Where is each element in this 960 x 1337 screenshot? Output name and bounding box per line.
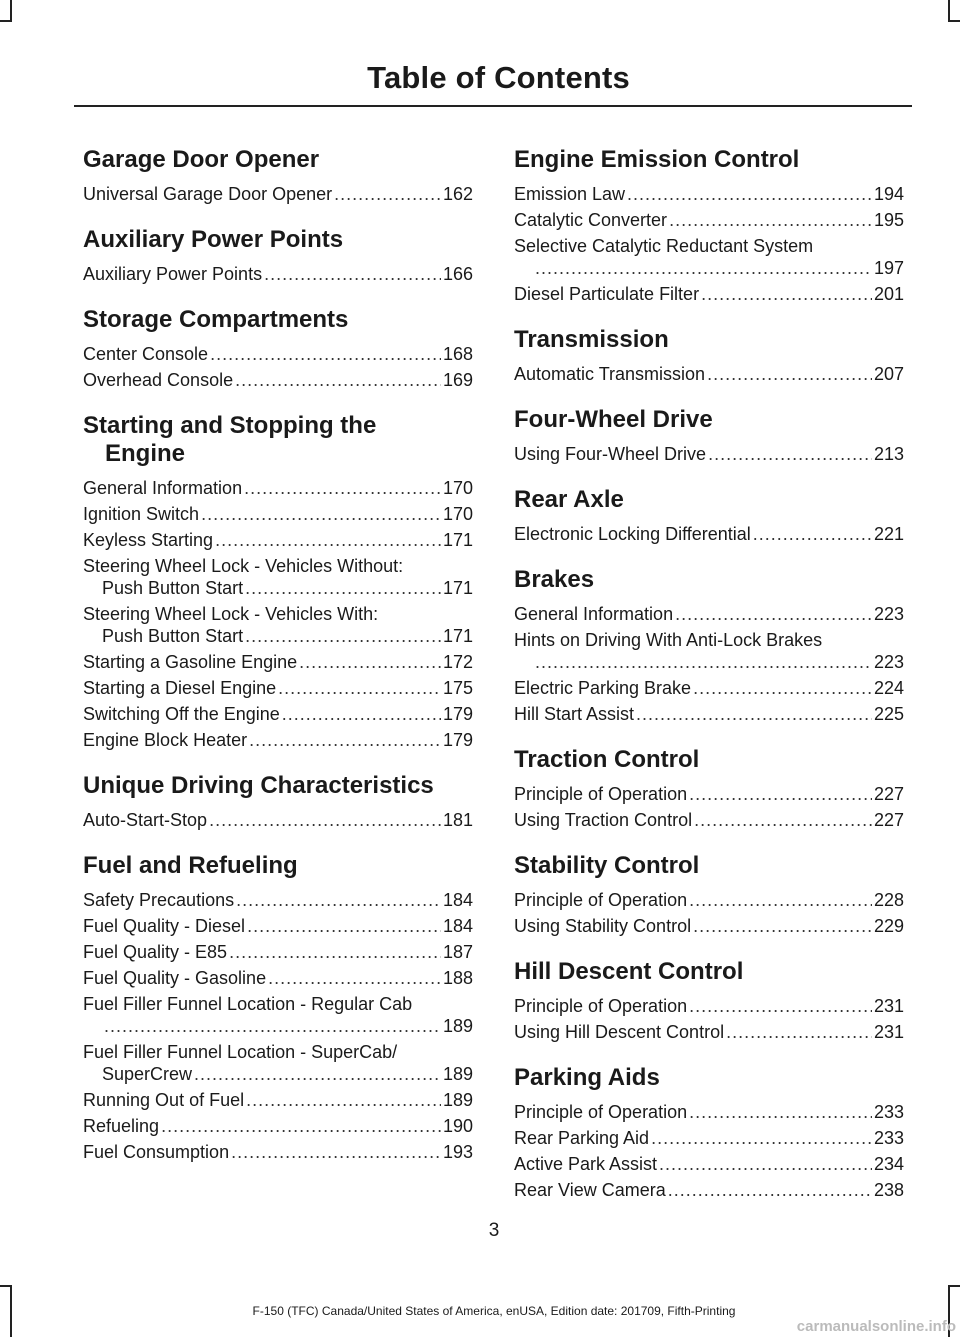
leader-dots <box>231 1141 441 1163</box>
entry-title: Principle of Operation <box>514 1102 688 1122</box>
entry-title: Running Out of Fuel <box>83 1090 245 1110</box>
section-title-text: Engine Emission Control <box>514 146 800 173</box>
leader-dots <box>229 941 441 963</box>
entry-row <box>83 529 473 551</box>
toc-entry[interactable] <box>514 363 904 385</box>
entry-row <box>83 941 473 963</box>
header-rule <box>74 105 912 107</box>
entry-page-number: 170 <box>442 504 473 524</box>
entry-page-number: 175 <box>442 678 473 698</box>
entry-row <box>83 967 473 989</box>
entry-row <box>83 183 473 205</box>
section-gap <box>83 395 473 412</box>
page-number: 3 <box>488 1220 500 1241</box>
entry-row <box>514 363 904 385</box>
toc-entry[interactable] <box>83 183 473 205</box>
section-gap <box>514 941 904 958</box>
crop-mark <box>0 1285 12 1287</box>
entry-title: Principle of Operation <box>514 784 688 804</box>
section-gap <box>83 835 473 852</box>
entry-row <box>83 577 473 599</box>
entry-title: Center Console <box>83 344 209 364</box>
toc-section <box>514 566 904 725</box>
entry-page-number: 172 <box>442 652 473 672</box>
section-title-text: Unique Driving Characteristics <box>83 772 434 799</box>
entry-title-line: Selective Catalytic Reductant System <box>514 236 814 256</box>
leader-dots <box>268 967 441 989</box>
edition-info: F-150 (TFC) Canada/United States of America, enUSA, Edition date: 201709, Fifth-Printing <box>252 1304 736 1318</box>
section-gap <box>514 835 904 852</box>
section-title <box>514 486 904 514</box>
entry-title: Electric Parking Brake <box>514 678 692 698</box>
leader-dots <box>701 283 872 305</box>
entry-title: Using Traction Control <box>514 810 693 830</box>
leader-dots <box>693 677 872 699</box>
entry-page-number: 234 <box>873 1154 904 1174</box>
entry-page-number: 193 <box>442 1142 473 1162</box>
entry-page-number: 169 <box>442 370 473 390</box>
leader-dots <box>694 809 872 831</box>
leader-dots <box>247 915 441 937</box>
entry-page-number: 227 <box>873 810 904 830</box>
entry-title: Ignition Switch <box>83 504 200 524</box>
entry-row <box>83 729 473 751</box>
toc-entry[interactable] <box>83 967 473 989</box>
section-title <box>83 772 473 800</box>
toc-left-column <box>83 146 473 1167</box>
leader-dots <box>246 1089 441 1111</box>
section-gap <box>83 209 473 226</box>
toc-section <box>514 146 904 305</box>
section-gap <box>514 469 904 486</box>
entry-row <box>514 677 904 699</box>
entry-title: General Information <box>514 604 674 624</box>
entry-page-number: 238 <box>873 1180 904 1200</box>
leader-dots <box>104 1015 441 1037</box>
entry-row <box>83 1141 473 1163</box>
entry-title: Keyless Starting <box>83 530 214 550</box>
leader-dots <box>627 183 872 205</box>
leader-dots <box>675 603 872 625</box>
section-title <box>83 226 473 254</box>
toc-entry[interactable] <box>83 1089 473 1111</box>
leader-dots <box>753 523 872 545</box>
leader-dots <box>689 995 872 1017</box>
toc-section <box>83 226 473 285</box>
section-title <box>514 1064 904 1092</box>
watermark: carmanualsonline.info <box>796 1318 956 1335</box>
entry-row <box>514 209 904 231</box>
section-title-text: Storage Compartments <box>83 306 349 333</box>
entry-row <box>514 183 904 205</box>
entry-title-line: Steering Wheel Lock - Vehicles Without: <box>83 556 404 576</box>
leader-dots <box>669 209 872 231</box>
toc-section <box>514 746 904 831</box>
toc-entry[interactable] <box>83 477 473 499</box>
entry-page-number: 213 <box>873 444 904 464</box>
toc-section <box>514 852 904 937</box>
entry-row <box>514 1127 904 1149</box>
entry-row <box>514 283 904 305</box>
leader-dots <box>245 577 441 599</box>
section-title-text: Transmission <box>514 326 669 353</box>
entry-row <box>83 1063 473 1085</box>
toc-entry[interactable] <box>83 603 473 647</box>
entry-title: Universal Garage Door Opener <box>83 184 333 204</box>
section-title-text: Hill Descent Control <box>514 958 744 985</box>
section-title-text: Auxiliary Power Points <box>83 226 344 253</box>
entry-row <box>83 677 473 699</box>
leader-dots <box>210 343 441 365</box>
entry-title: Principle of Operation <box>514 890 688 910</box>
section-title-text: Rear Axle <box>514 486 624 513</box>
leader-dots <box>334 183 441 205</box>
leader-dots <box>659 1153 872 1175</box>
toc-section <box>514 486 904 545</box>
entry-title: Rear View Camera <box>514 1180 666 1200</box>
toc-entry[interactable] <box>514 523 904 545</box>
entry-page-number: 233 <box>873 1102 904 1122</box>
entry-page-number: 189 <box>442 1016 473 1036</box>
entry-page-number: 189 <box>442 1064 473 1084</box>
toc-entry[interactable] <box>514 1179 904 1201</box>
toc-entry[interactable] <box>514 1101 904 1123</box>
toc-entry[interactable] <box>83 941 473 963</box>
toc-entry[interactable] <box>83 729 473 751</box>
toc-entry[interactable] <box>514 209 904 231</box>
leader-dots <box>245 625 441 647</box>
entry-title: Electronic Locking Differential <box>514 524 751 544</box>
leader-dots <box>299 651 441 673</box>
entry-title: Active Park Assist <box>514 1154 658 1174</box>
entry-row <box>83 263 473 285</box>
toc-right-column <box>514 146 904 1205</box>
entry-page-number: 207 <box>873 364 904 384</box>
entry-page-number: 201 <box>873 284 904 304</box>
entry-page-number: 194 <box>873 184 904 204</box>
section-title-text: Fuel and Refueling <box>83 852 298 879</box>
toc-entry[interactable] <box>83 809 473 831</box>
leader-dots <box>535 651 872 673</box>
section-title-text: Brakes <box>514 566 595 593</box>
leader-dots <box>215 529 441 551</box>
entry-page-number: 231 <box>873 996 904 1016</box>
toc-entry[interactable] <box>83 369 473 391</box>
crop-mark <box>10 0 12 22</box>
toc-entry[interactable] <box>83 1115 473 1137</box>
section-title-text: Garage Door Opener <box>83 146 320 173</box>
section-title <box>83 852 473 880</box>
toc-section <box>514 958 904 1043</box>
entry-row <box>514 443 904 465</box>
toc-entry[interactable] <box>514 703 904 725</box>
toc-entry[interactable] <box>83 343 473 365</box>
entry-title: General Information <box>83 478 243 498</box>
entry-row <box>514 889 904 911</box>
toc-entry[interactable] <box>83 555 473 599</box>
entry-page-number: 228 <box>873 890 904 910</box>
leader-dots <box>636 703 872 725</box>
entry-title: Hill Start Assist <box>514 704 635 724</box>
entry-title: Auxiliary Power Points <box>83 264 263 284</box>
leader-dots <box>264 263 441 285</box>
entry-title-continued: Push Button Start <box>102 578 244 598</box>
section-title <box>514 146 904 174</box>
entry-page-number: 227 <box>873 784 904 804</box>
section-gap <box>83 755 473 772</box>
leader-dots <box>209 809 441 831</box>
entry-page-number: 181 <box>442 810 473 830</box>
toc-section <box>83 772 473 831</box>
entry-page-number: 179 <box>442 704 473 724</box>
entry-title: Using Hill Descent Control <box>514 1022 725 1042</box>
leader-dots <box>726 1021 872 1043</box>
entry-title: Switching Off the Engine <box>83 704 280 724</box>
toc-entry[interactable] <box>83 677 473 699</box>
entry-row <box>83 1015 473 1037</box>
entry-row <box>514 651 904 673</box>
leader-dots <box>651 1127 872 1149</box>
entry-page-number: 231 <box>873 1022 904 1042</box>
entry-row <box>83 477 473 499</box>
entry-row <box>83 503 473 525</box>
entry-page-number: 190 <box>442 1116 473 1136</box>
toc-section <box>83 306 473 391</box>
leader-dots <box>535 257 872 279</box>
entry-page-number: 189 <box>442 1090 473 1110</box>
toc-entry[interactable] <box>83 889 473 911</box>
entry-row <box>514 915 904 937</box>
entry-row <box>83 369 473 391</box>
section-title-text: Starting and Stopping the <box>83 412 377 439</box>
toc-entry[interactable] <box>514 995 904 1017</box>
toc-entry[interactable] <box>514 629 904 673</box>
entry-page-number: 179 <box>442 730 473 750</box>
section-title <box>514 746 904 774</box>
leader-dots <box>249 729 441 751</box>
section-title-text: Four-Wheel Drive <box>514 406 713 433</box>
entry-page-number: 162 <box>442 184 473 204</box>
entry-row <box>83 809 473 831</box>
entry-title: Using Stability Control <box>514 916 692 936</box>
entry-row <box>514 1021 904 1043</box>
entry-row <box>83 889 473 911</box>
entry-row <box>514 1153 904 1175</box>
leader-dots <box>236 889 441 911</box>
entry-row <box>83 703 473 725</box>
toc-entry[interactable] <box>514 1021 904 1043</box>
entry-title-line: Steering Wheel Lock - Vehicles With: <box>83 604 379 624</box>
entry-page-number: 223 <box>873 604 904 624</box>
entry-page-number: 233 <box>873 1128 904 1148</box>
section-title <box>83 412 473 468</box>
entry-title-line: Fuel Filler Funnel Location - Regular Cab <box>83 994 413 1014</box>
toc-section <box>83 412 473 751</box>
entry-row <box>83 651 473 673</box>
entry-title: Refueling <box>83 1116 160 1136</box>
toc-entry[interactable] <box>514 783 904 805</box>
toc-section <box>514 406 904 465</box>
toc-entry[interactable] <box>514 1127 904 1149</box>
section-gap <box>514 389 904 406</box>
entry-row <box>514 995 904 1017</box>
entry-page-number: 188 <box>442 968 473 988</box>
entry-title: Using Four-Wheel Drive <box>514 444 707 464</box>
section-title <box>514 958 904 986</box>
toc-entry[interactable] <box>83 915 473 937</box>
crop-mark <box>948 20 960 22</box>
section-title <box>514 566 904 594</box>
leader-dots <box>235 369 441 391</box>
toc-entry[interactable] <box>83 529 473 551</box>
toc-section <box>514 1064 904 1201</box>
section-title-continued: Engine <box>105 440 186 467</box>
entry-row <box>514 257 904 279</box>
section-title <box>514 852 904 880</box>
section-title <box>83 146 473 174</box>
toc-entry[interactable] <box>514 809 904 831</box>
toc-entry[interactable] <box>514 1153 904 1175</box>
leader-dots <box>278 677 441 699</box>
entry-page-number: 224 <box>873 678 904 698</box>
leader-dots <box>282 703 441 725</box>
entry-title: Engine Block Heater <box>83 730 248 750</box>
entry-row <box>514 1179 904 1201</box>
section-gap <box>514 549 904 566</box>
toc-entry[interactable] <box>514 183 904 205</box>
section-gap <box>83 289 473 306</box>
leader-dots <box>693 915 872 937</box>
entry-title-line: Hints on Driving With Anti-Lock Brakes <box>514 630 823 650</box>
entry-page-number: 170 <box>442 478 473 498</box>
toc-entry[interactable] <box>514 677 904 699</box>
toc-entry[interactable] <box>514 915 904 937</box>
entry-row <box>514 783 904 805</box>
section-title <box>514 406 904 434</box>
entry-page-number: 184 <box>442 890 473 910</box>
entry-title: Rear Parking Aid <box>514 1128 650 1148</box>
toc-entry[interactable] <box>514 443 904 465</box>
toc-entry[interactable] <box>514 235 904 279</box>
entry-title: Starting a Diesel Engine <box>83 678 277 698</box>
entry-title: Fuel Quality - E85 <box>83 942 228 962</box>
entry-row <box>514 523 904 545</box>
leader-dots <box>689 783 872 805</box>
entry-page-number: 166 <box>442 264 473 284</box>
entry-title: Fuel Consumption <box>83 1142 230 1162</box>
toc-section <box>83 852 473 1163</box>
page-title: Table of Contents <box>367 60 630 95</box>
section-title-text: Parking Aids <box>514 1064 660 1091</box>
section-gap <box>514 309 904 326</box>
section-gap <box>514 729 904 746</box>
entry-page-number: 223 <box>873 652 904 672</box>
entry-title: Fuel Quality - Diesel <box>83 916 246 936</box>
toc-entry[interactable] <box>83 1041 473 1085</box>
crop-mark <box>0 20 12 22</box>
leader-dots <box>707 363 872 385</box>
entry-page-number: 171 <box>442 530 473 550</box>
entry-page-number: 171 <box>442 626 473 646</box>
entry-title: Emission Law <box>514 184 626 204</box>
crop-mark <box>948 0 950 22</box>
entry-title-line: Fuel Filler Funnel Location - SuperCab/ <box>83 1042 398 1062</box>
entry-page-number: 171 <box>442 578 473 598</box>
entry-row <box>83 1115 473 1137</box>
section-title-text: Stability Control <box>514 852 700 879</box>
entry-title: Catalytic Converter <box>514 210 668 230</box>
toc-entry[interactable] <box>83 503 473 525</box>
leader-dots <box>668 1179 872 1201</box>
entry-row <box>83 343 473 365</box>
section-gap <box>514 1047 904 1064</box>
leader-dots <box>161 1115 441 1137</box>
entry-row <box>514 703 904 725</box>
entry-title: Starting a Gasoline Engine <box>83 652 298 672</box>
entry-page-number: 187 <box>442 942 473 962</box>
entry-title-continued: SuperCrew <box>102 1064 193 1084</box>
toc-entry[interactable] <box>83 703 473 725</box>
entry-title: Auto-Start-Stop <box>83 810 208 830</box>
leader-dots <box>194 1063 441 1085</box>
entry-title: Automatic Transmission <box>514 364 706 384</box>
toc-entry[interactable] <box>514 283 904 305</box>
crop-mark <box>948 1285 960 1287</box>
entry-row <box>514 809 904 831</box>
toc-section <box>83 146 473 205</box>
entry-page-number: 184 <box>442 916 473 936</box>
section-title <box>83 306 473 334</box>
toc-entry[interactable] <box>83 993 473 1037</box>
toc-entry[interactable] <box>83 651 473 673</box>
entry-page-number: 168 <box>442 344 473 364</box>
entry-title: Overhead Console <box>83 370 234 390</box>
leader-dots <box>201 503 441 525</box>
entry-page-number: 221 <box>873 524 904 544</box>
entry-row <box>514 603 904 625</box>
entry-title-continued: Push Button Start <box>102 626 244 646</box>
entry-title: Fuel Quality - Gasoline <box>83 968 267 988</box>
leader-dots <box>689 889 872 911</box>
entry-row <box>514 1101 904 1123</box>
entry-row <box>83 1089 473 1111</box>
entry-row <box>83 625 473 647</box>
leader-dots <box>689 1101 872 1123</box>
entry-row <box>83 915 473 937</box>
entry-page-number: 229 <box>873 916 904 936</box>
entry-page-number: 195 <box>873 210 904 230</box>
entry-page-number: 197 <box>873 258 904 278</box>
toc-entry[interactable] <box>514 603 904 625</box>
section-title-text: Traction Control <box>514 746 700 773</box>
section-title <box>514 326 904 354</box>
toc-section <box>514 326 904 385</box>
leader-dots <box>244 477 441 499</box>
entry-page-number: 225 <box>873 704 904 724</box>
toc-entry[interactable] <box>83 1141 473 1163</box>
toc-entry[interactable] <box>83 263 473 285</box>
entry-title: Safety Precautions <box>83 890 235 910</box>
toc-entry[interactable] <box>514 889 904 911</box>
entry-title: Diesel Particulate Filter <box>514 284 700 304</box>
leader-dots <box>708 443 872 465</box>
entry-title: Principle of Operation <box>514 996 688 1016</box>
